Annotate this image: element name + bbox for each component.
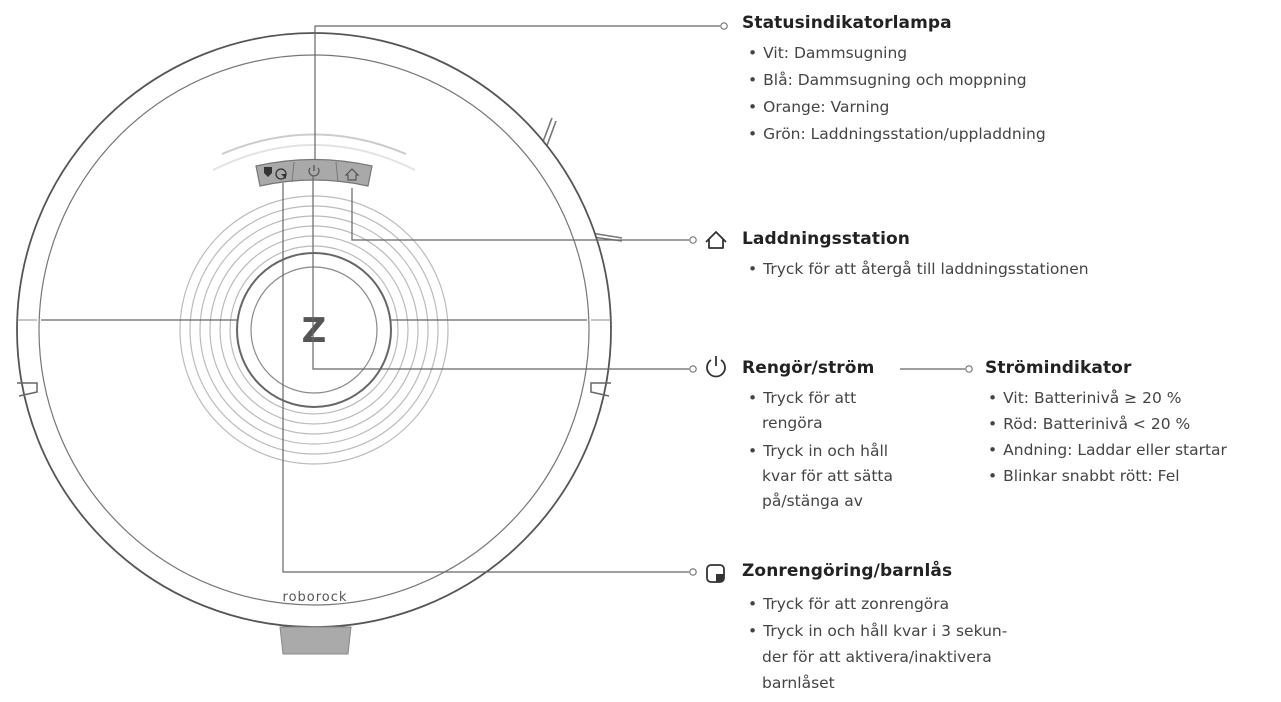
- status-lamp-item-blue: • Blå: Dammsugning och moppning: [748, 69, 1027, 92]
- brand-wordmark: roborock: [282, 590, 348, 605]
- power-indicator-item-blinking: • Blinkar snabbt rött: Fel: [988, 465, 1180, 488]
- dock-item: • Tryck för att återgå till laddningsstationen: [748, 258, 1089, 281]
- power-indicator-item-breathing: • Andning: Laddar eller startar: [988, 439, 1227, 462]
- zone-item1: • Tryck för att zonrengöra: [748, 593, 949, 616]
- power-indicator-item-white: • Vit: Batterinivå ≥ 20 %: [988, 387, 1181, 410]
- power-icon: [707, 356, 725, 376]
- clean-power-item2-line1: • Tryck in och håll: [748, 440, 888, 463]
- zone-item2-line2: der för att aktivera/inaktivera: [762, 648, 992, 666]
- bottom-bumper: [280, 627, 351, 654]
- home-icon: [706, 232, 726, 248]
- status-lamp-item-orange: • Orange: Varning: [748, 96, 889, 119]
- power-indicator-item-red: • Röd: Batterinivå < 20 %: [988, 413, 1190, 436]
- clean-power-item2-line3: på/stänga av: [762, 492, 863, 510]
- status-lamp-item-green: • Grön: Laddningsstation/uppladdning: [748, 123, 1046, 146]
- clean-power-item1-line1: • Tryck för att: [748, 387, 856, 410]
- status-lamp-item-white: • Vit: Dammsugning: [748, 42, 907, 65]
- zone-lock-icon: [707, 565, 724, 582]
- dock-title: Laddningsstation: [742, 229, 911, 249]
- zone-item2-line1: • Tryck in och håll kvar i 3 sekun-: [748, 620, 1007, 643]
- clean-power-title: Rengör/ström: [742, 358, 875, 378]
- status-lamp-title: Statusindikatorlampa: [742, 13, 952, 33]
- power-indicator-title: Strömindikator: [985, 358, 1132, 378]
- logo-mark: Z: [301, 311, 327, 351]
- clean-power-item2-line2: kvar för att sätta: [762, 467, 893, 485]
- zone-item2-line3: barnlåset: [762, 674, 835, 692]
- zone-title: Zonrengöring/barnlås: [742, 561, 953, 581]
- clean-power-item1-line2: rengöra: [762, 414, 823, 432]
